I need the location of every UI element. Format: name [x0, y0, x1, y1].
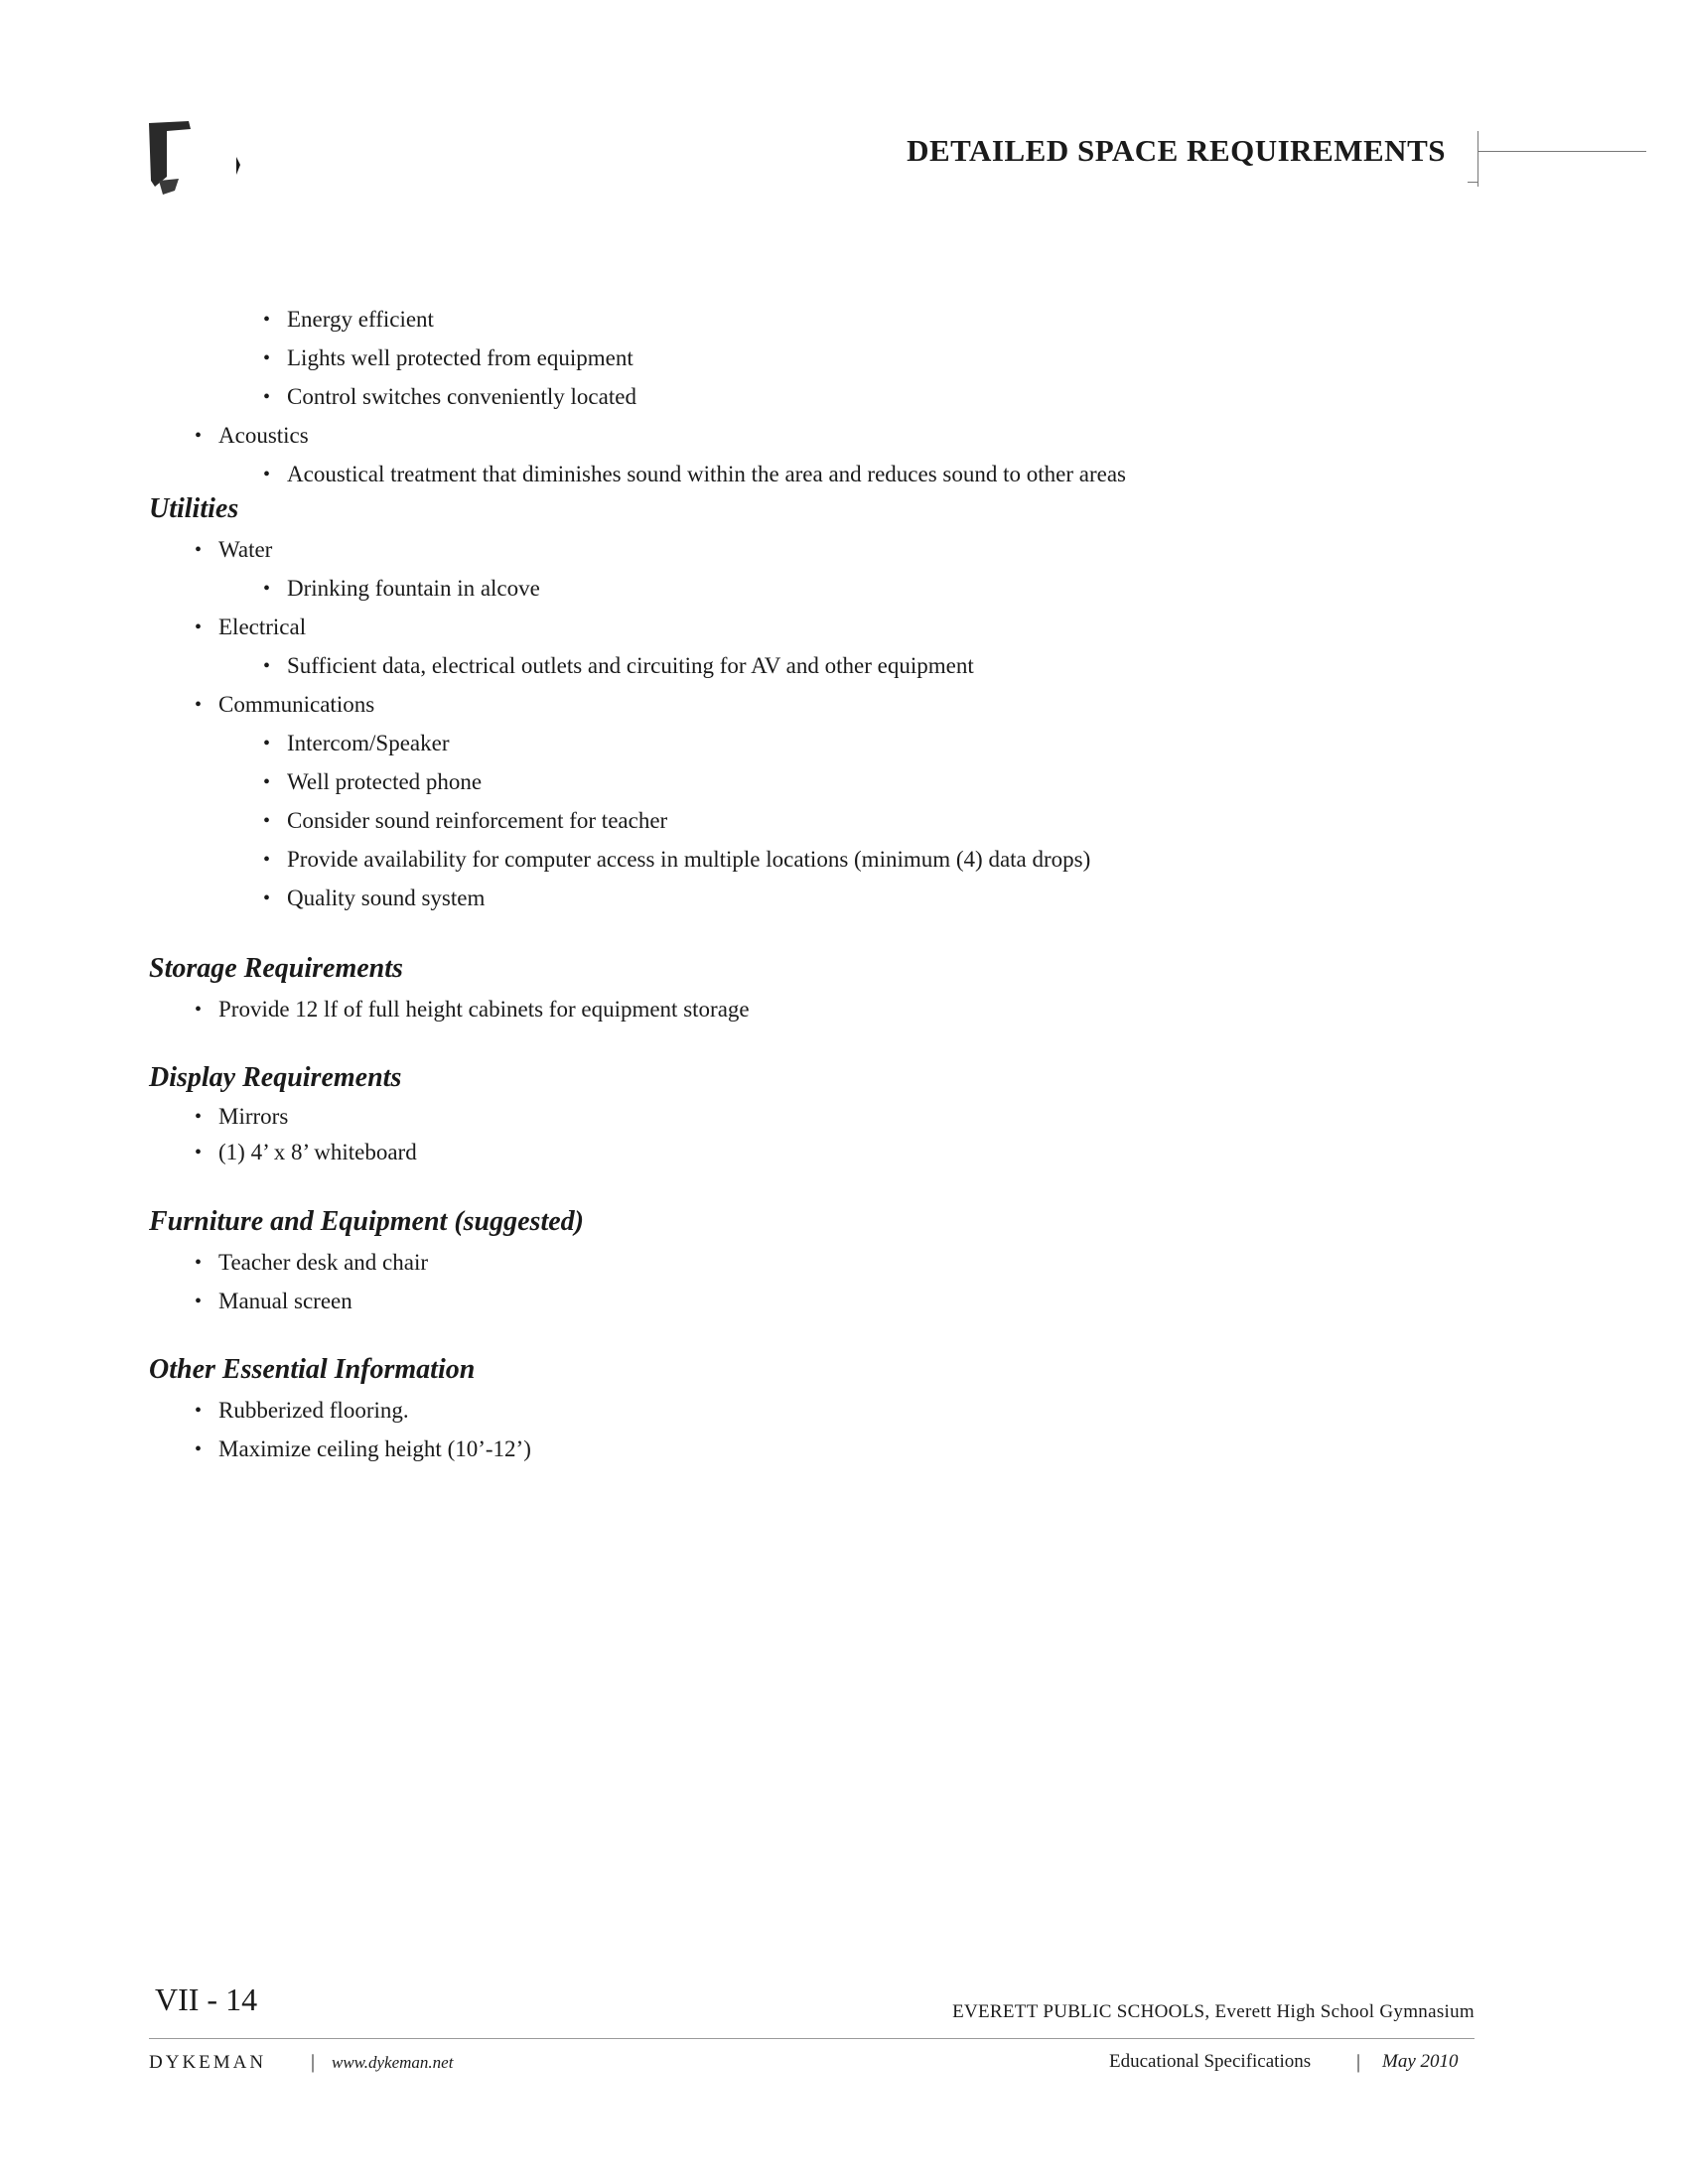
bullet-icon: • — [263, 771, 271, 793]
list-item-text: Rubberized flooring. — [218, 1398, 409, 1423]
section-heading-display: Display Requirements — [149, 1062, 402, 1093]
bullet-icon: • — [195, 1252, 203, 1274]
footer-organization: EVERETT PUBLIC SCHOOLS, Everett High School Gymnasium — [952, 2001, 1475, 2022]
list-item — [195, 1249, 429, 1277]
list-item — [195, 422, 309, 450]
list-item-text: Sufficient data, electrical outlets and circuiting for AV and other equipment — [287, 653, 974, 678]
list-item-text: (1) 4’ x 8’ whiteboard — [218, 1140, 417, 1164]
list-item — [263, 652, 974, 680]
bullet-icon: • — [263, 578, 271, 600]
footer-separator: | — [311, 2051, 316, 2073]
list-item-text: Lights well protected from equipment — [287, 345, 633, 370]
list-item-text: Acoustics — [218, 423, 309, 448]
list-item-text: Control switches conveniently located — [287, 384, 636, 409]
bullet-icon: • — [195, 999, 203, 1021]
footer-separator: | — [1356, 2051, 1361, 2073]
list-item-text: Acoustical treatment that diminishes sound within the area and reduces sound to other areas — [287, 462, 1127, 486]
bullet-icon: • — [195, 616, 203, 638]
list-item — [195, 1103, 289, 1131]
footer-brand: DYKEMAN — [149, 2052, 267, 2073]
footer-rule — [149, 2038, 1475, 2039]
list-item — [263, 846, 1091, 874]
list-item — [263, 885, 486, 912]
list-item-text: Consider sound reinforcement for teacher — [287, 808, 668, 833]
list-item-text: Teacher desk and chair — [218, 1250, 429, 1275]
bullet-icon: • — [195, 539, 203, 561]
list-item — [263, 383, 636, 411]
header-rule-vertical — [1477, 131, 1478, 187]
list-item — [195, 1397, 409, 1425]
page-section-title: DETAILED SPACE REQUIREMENTS — [907, 133, 1446, 168]
list-item — [263, 807, 668, 835]
bullet-icon: • — [195, 1400, 203, 1422]
section-heading-storage: Storage Requirements — [149, 953, 403, 984]
list-item-text: Provide availability for computer access in multiple locations (minimum (4) data drops) — [287, 847, 1091, 872]
bullet-icon: • — [195, 1438, 203, 1460]
list-item — [263, 575, 540, 603]
list-item — [263, 768, 483, 796]
list-item-text: Provide 12 lf of full height cabinets for equipment storage — [218, 997, 750, 1022]
list-item — [263, 344, 633, 372]
list-item — [263, 461, 1127, 488]
list-item — [195, 536, 273, 564]
list-item — [195, 1139, 417, 1166]
header-rule-tick — [1468, 182, 1477, 183]
bullet-icon: • — [263, 810, 271, 832]
list-item — [195, 1435, 531, 1463]
list-item — [195, 691, 375, 719]
footer-date: May 2010 — [1382, 2051, 1459, 2072]
list-item — [195, 614, 307, 641]
list-item — [263, 306, 434, 334]
bullet-icon: • — [263, 464, 271, 485]
section-heading-furniture: Furniture and Equipment (suggested) — [149, 1206, 584, 1237]
bullet-icon: • — [263, 655, 271, 677]
list-item-text: Energy efficient — [287, 307, 434, 332]
section-heading-utilities: Utilities — [149, 493, 239, 524]
bullet-icon: • — [263, 733, 271, 754]
bullet-icon: • — [195, 425, 203, 447]
dykeman-logo-icon — [145, 117, 244, 206]
list-item-text: Communications — [218, 692, 375, 717]
list-item-text: Maximize ceiling height (10’-12’) — [218, 1436, 531, 1461]
list-item — [195, 996, 750, 1024]
section-heading-other: Other Essential Information — [149, 1354, 476, 1385]
list-item-text: Well protected phone — [287, 769, 483, 794]
bullet-icon: • — [263, 309, 271, 331]
bullet-icon: • — [195, 1106, 203, 1128]
bullet-icon: • — [263, 386, 271, 408]
list-item — [263, 730, 450, 757]
list-item — [195, 1288, 352, 1315]
footer-spec: Educational Specifications — [1109, 2051, 1312, 2072]
list-item-text: Drinking fountain in alcove — [287, 576, 540, 601]
list-item-text: Manual screen — [218, 1289, 352, 1313]
bullet-icon: • — [195, 1142, 203, 1163]
bullet-icon: • — [263, 849, 271, 871]
bullet-icon: • — [263, 347, 271, 369]
bullet-icon: • — [195, 1291, 203, 1312]
footer-url-link[interactable]: www.dykeman.net — [332, 2053, 454, 2072]
list-item-text: Water — [218, 537, 273, 562]
list-item-text: Intercom/Speaker — [287, 731, 450, 755]
list-item-text: Electrical — [218, 614, 307, 639]
list-item-text: Mirrors — [218, 1104, 289, 1129]
bullet-icon: • — [263, 887, 271, 909]
list-item-text: Quality sound system — [287, 886, 486, 910]
bullet-icon: • — [195, 694, 203, 716]
header-rule — [1477, 151, 1646, 152]
page-number: VII - 14 — [155, 1981, 258, 2017]
